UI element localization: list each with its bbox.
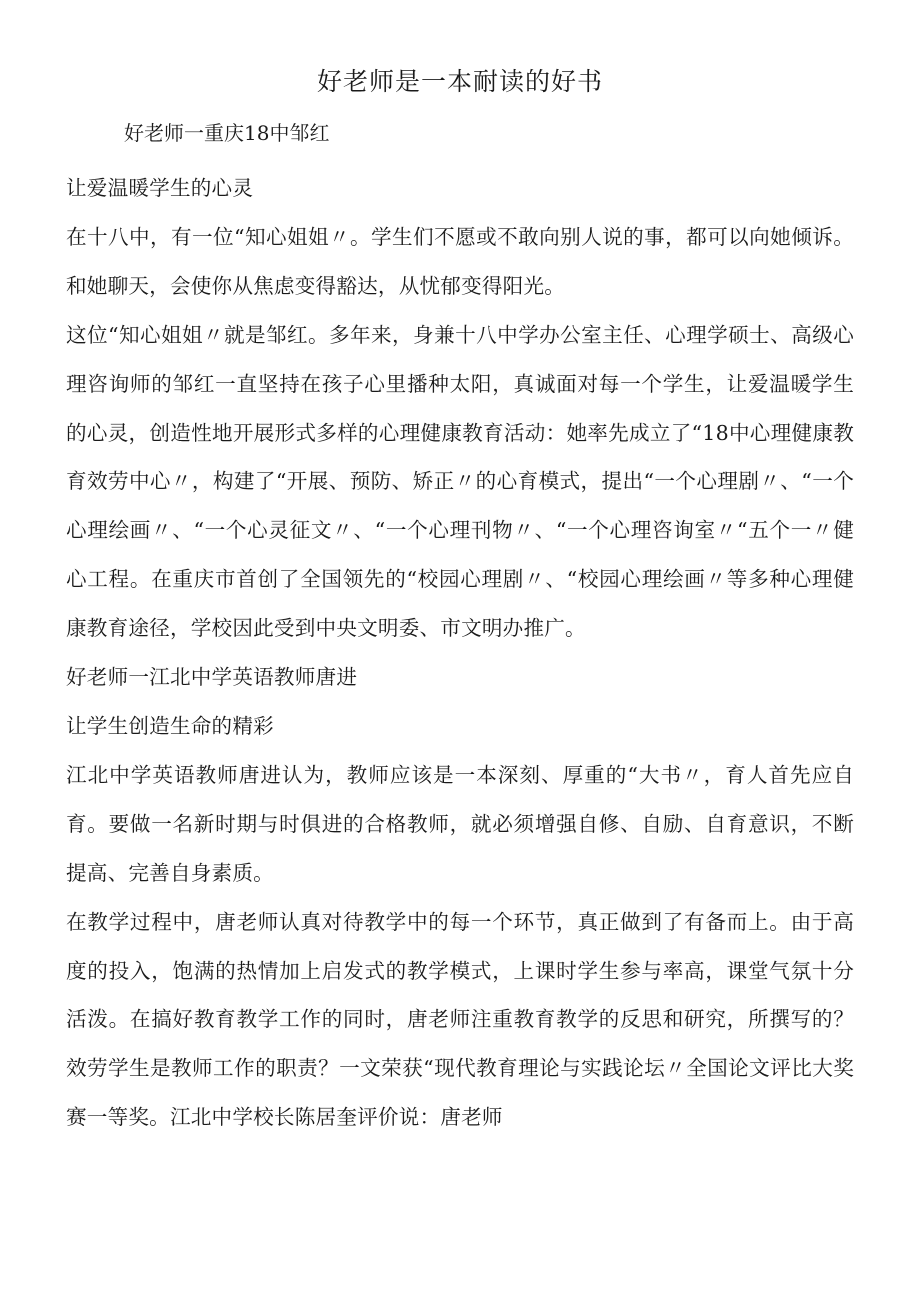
paragraph: 江北中学英语教师唐进认为，教师应该是一本深刻、厚重的“大书〃，育人首先应自育。要做一名新时期与时俱进的合格教师，就必须增强自修、自励、自育意识，不断提高、完善自身素质。 — [66, 762, 854, 885]
section-heading: 让爱温暖学生的心灵 — [66, 176, 254, 200]
section-heading: 好老师一江北中学英语教师唐进 — [66, 665, 358, 690]
paragraph: 这位“知心姐姐〃就是邹红。多年来，身兼十八中学办公室主任、心理学硕士、高级心理咨询师的邹红一直坚持在孩子心里播种太阳，真诚面对每一个学生，让爱温暖学生的心灵，创造性地开展形式多样的心理健康教育活动：她率先成立了“18中心理健康教育效劳中心〃，构建了“开展、预防、矫正〃的心育模式，提出“一个心理剧〃、“一个心理绘画〃、“一个心灵征文〃、“一个心理刊物〃、“一个心理咨询室〃“五个一〃健心工程。在重庆市首创了全国领先的“校园心理剧〃、“校园心理绘画〃等多种心理健康教育途径，学校因此受到中央文明委、市文明办推广。 — [66, 322, 854, 641]
paragraph: 在教学过程中，唐老师认真对待教学中的每一个环节，真正做到了有备而上。由于高度的投入，饱满的热情加上启发式的教学模式，上课时学生参与率高，课堂气氛十分活泼。在搞好教育教学工作的同时，唐老师注重教育教学的反思和研究，所撰写的？效劳学生是教师工作的职责？一文荣获“现代教育理论与实践论坛〃全国论文评比大奖赛一等奖。江北中学校长陈居奎评价说：唐老师 — [66, 909, 854, 1130]
section-heading: 让学生创造生命的精彩 — [66, 713, 274, 738]
paragraph: 在十八中，有一位“知心姐姐〃。学生们不愿或不敢向别人说的事，都可以向她倾诉。和她聊天，会使你从焦虑变得豁达，从忧郁变得阳光。 — [66, 224, 854, 298]
document-body — [66, 164, 854, 1142]
document-title: 好老师是一本耐读的好书 — [316, 67, 603, 96]
byline: 好老师一重庆18中邹红 — [124, 121, 330, 145]
